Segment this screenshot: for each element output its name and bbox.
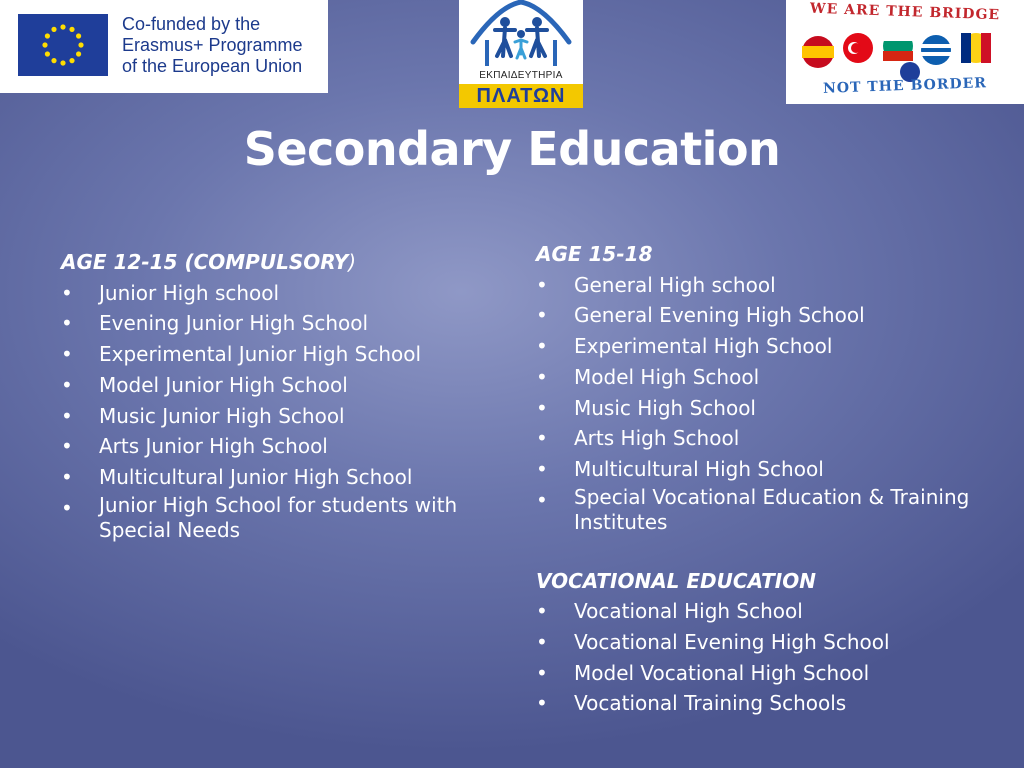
right-list <box>536 270 1006 535</box>
vocational-list <box>536 596 1006 719</box>
erasmus-line-3: of the European Union <box>122 56 303 76</box>
left-heading-text: AGE 12-15 (COMPULSORY <box>61 250 349 274</box>
list-item: • Arts High School <box>536 423 1006 454</box>
list-item: • Model Vocational High School <box>536 658 1006 689</box>
spacer <box>536 535 1006 566</box>
erasmus-line-2: Erasmus+ Programme <box>122 35 303 55</box>
left-column <box>61 247 501 543</box>
list-item-text: • Junior High School for students with Special Needs <box>99 492 458 542</box>
list-item: • General Evening High School <box>536 300 1006 331</box>
list-item: • General High school <box>536 270 1006 301</box>
list-item: • Vocational High School <box>536 596 1006 627</box>
bridge-bottom-text: NOT THE BORDER <box>822 75 988 97</box>
erasmus-caption <box>122 14 322 77</box>
erasmus-logo <box>0 0 328 93</box>
list-item: • Vocational Evening High School <box>536 627 1006 658</box>
eu-flag-icon <box>18 14 108 76</box>
platon-name: ΠΛΑΤΩΝ <box>459 84 583 108</box>
list-item: • Multicultural Junior High School <box>61 462 501 493</box>
list-item: • Music Junior High School <box>61 401 501 432</box>
list-item: • Experimental High School <box>536 331 1006 362</box>
platon-title: ΕΚΠΑΙΔΕΥΤΗΡΙΑ <box>479 70 563 81</box>
slide-title: Secondary Education <box>243 122 781 176</box>
list-item: • Experimental Junior High School <box>61 339 501 370</box>
vocational-heading: VOCATIONAL EDUCATION <box>536 568 816 593</box>
list-item: • Evening Junior High School <box>61 308 501 339</box>
list-item: • Model Junior High School <box>61 370 501 401</box>
list-item <box>61 493 501 543</box>
bridge-logo <box>786 0 1024 104</box>
erasmus-line-1: Co-funded by the <box>122 14 261 34</box>
right-column <box>536 239 1006 719</box>
left-list <box>61 278 501 543</box>
list-item: • Music High School <box>536 393 1006 424</box>
list-item: • Multicultural High School <box>536 454 1006 485</box>
platon-logo <box>459 0 583 108</box>
list-item: • Arts Junior High School <box>61 431 501 462</box>
left-heading-close: ) <box>348 250 357 274</box>
list-item <box>536 485 1006 535</box>
school-house-icon <box>459 0 583 70</box>
flags-faces-icon <box>786 22 1024 82</box>
list-item: • Model High School <box>536 362 1006 393</box>
left-heading <box>61 247 501 278</box>
right-heading: AGE 15-18 <box>536 242 653 266</box>
list-item: • Junior High school <box>61 278 501 309</box>
list-item-text: • Special Vocational Education & Training Institutes <box>574 484 970 534</box>
bridge-top-text: WE ARE THE BRIDGE <box>809 0 1001 24</box>
list-item: • Vocational Training Schools <box>536 688 1006 719</box>
